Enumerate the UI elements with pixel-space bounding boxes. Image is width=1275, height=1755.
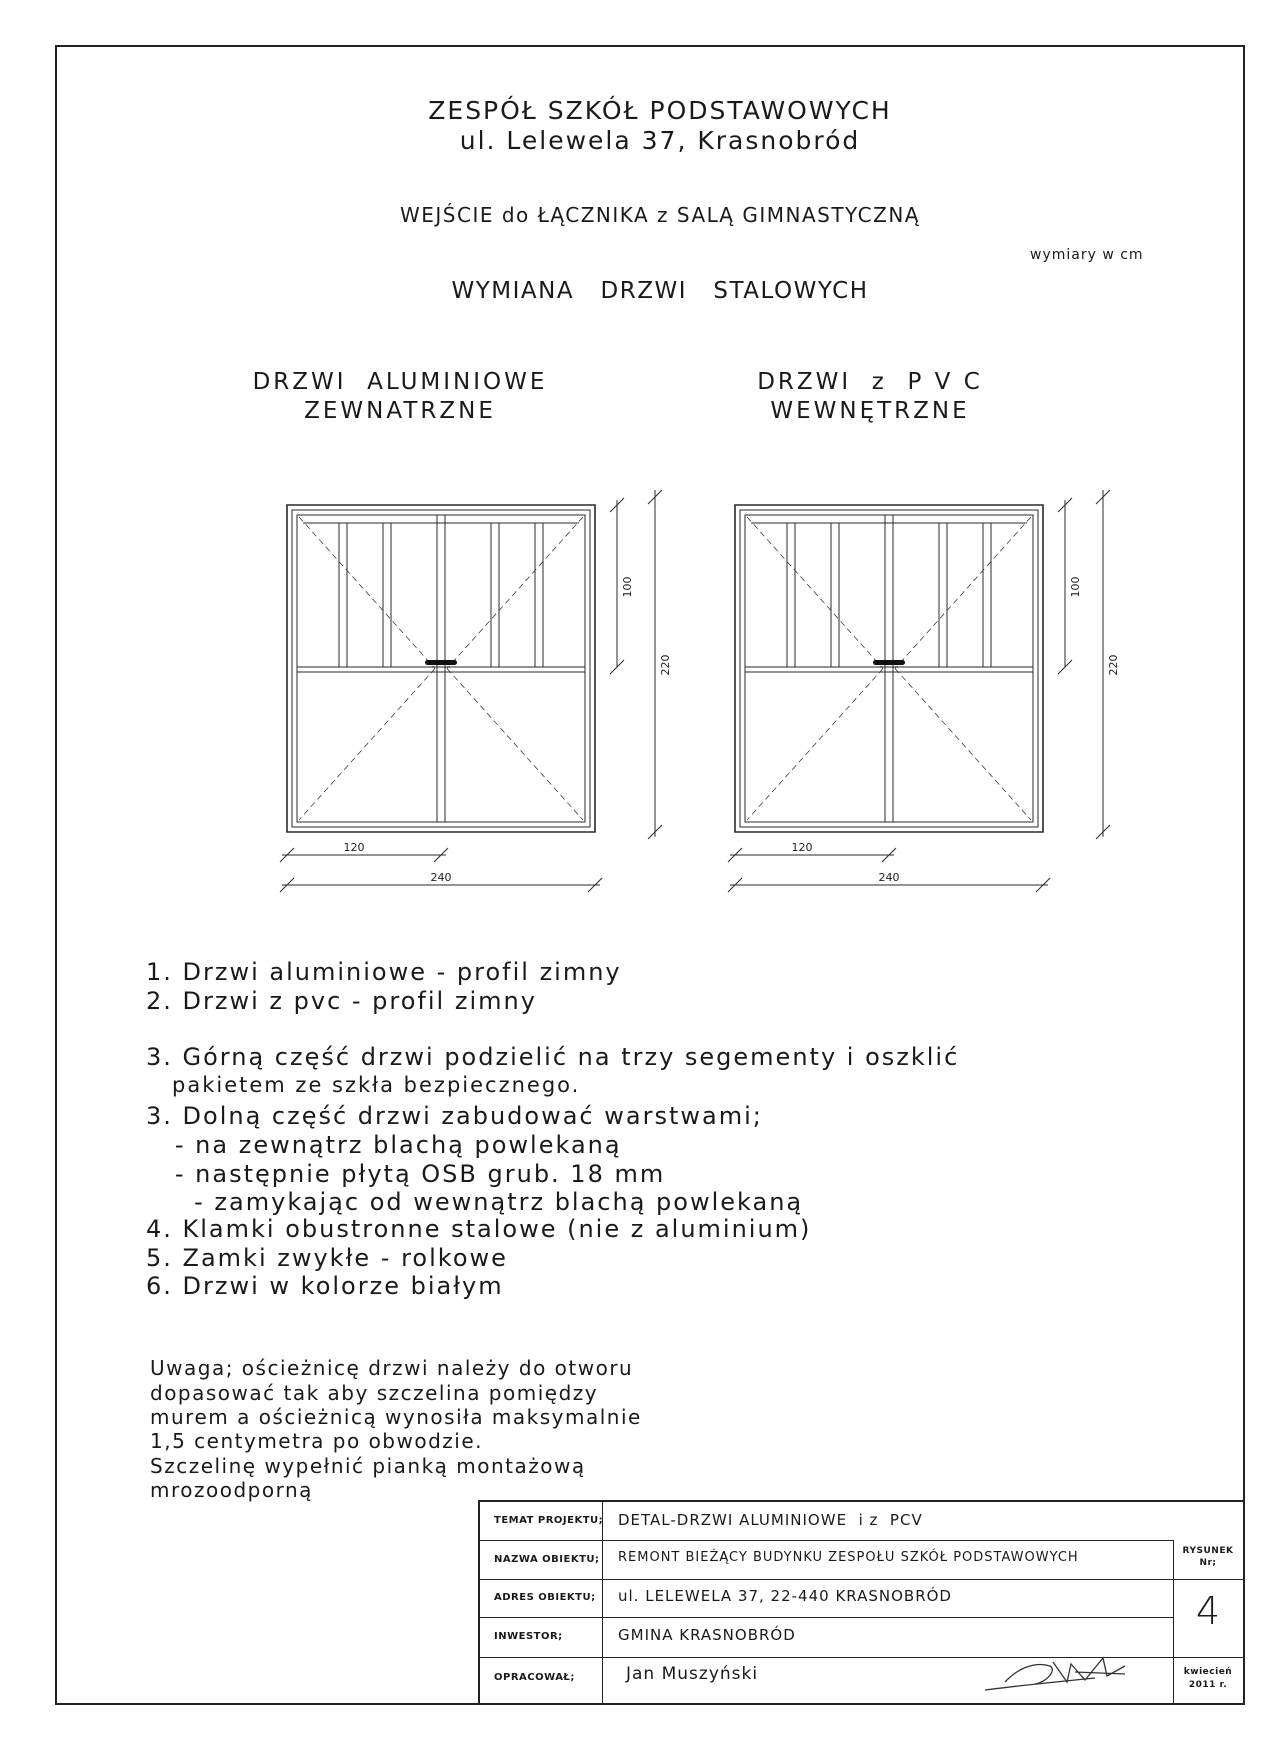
- door-sublabel-aluminium: ZEWNATRZNE: [304, 398, 496, 424]
- opening-diagonal: [747, 669, 883, 821]
- door-handle: [873, 660, 905, 665]
- dimension-total-height: 220: [1107, 654, 1120, 676]
- date-month: kwiecień: [1183, 1667, 1233, 1677]
- remark-line: Szczelinę wypełnić pianką montażową: [150, 1454, 586, 1478]
- value-project-topic: DETAL-DRZWI ALUMINIOWE i z PCV: [618, 1511, 923, 1529]
- sheet-label-nr: Nr;: [1199, 1558, 1217, 1568]
- dimension-upper-height: 100: [621, 576, 634, 598]
- opening-diagonal: [895, 517, 1031, 669]
- label-prepared-by: OPRACOWAŁ;: [494, 1672, 575, 1683]
- location-subtitle: WEJŚCIE do ŁĄCZNIKA z SALĄ GIMNASTYCZNĄ: [400, 203, 920, 227]
- remark-line: 1,5 centymetra po obwodzie.: [150, 1429, 484, 1453]
- dimension-total-height: 220: [659, 654, 672, 676]
- sheet-label: RYSUNEK: [1182, 1546, 1234, 1556]
- remark-line: dopasować tak aby szczelina pomiędzy: [150, 1381, 599, 1405]
- school-address: ul. Lelewela 37, Krasnobród: [459, 126, 861, 155]
- drawing-title: WYMIANA DRZWI STALOWYCH: [451, 278, 869, 304]
- value-investor: GMINA KRASNOBRÓD: [618, 1626, 796, 1644]
- sash-frame: [297, 515, 585, 822]
- dimension-total-width: 240: [878, 871, 900, 884]
- remark-line: mrozoodporną: [150, 1478, 313, 1502]
- door-label-aluminium: DRZWI ALUMINIOWE: [252, 369, 548, 395]
- spec-item: 2. Drzwi z pvc - profil zimny: [146, 987, 537, 1015]
- spec-item: pakietem ze szkła bezpiecznego.: [146, 1073, 581, 1097]
- spec-item: - zamykając od wewnątrz blachą powlekaną: [146, 1188, 804, 1216]
- dimension-total-width: 240: [430, 871, 452, 884]
- opening-diagonal: [299, 517, 435, 669]
- date-year: 2011 r.: [1188, 1680, 1228, 1690]
- label-object-address: ADRES OBIEKTU;: [494, 1592, 596, 1603]
- value-object-address: ul. LELEWELA 37, 22-440 KRASNOBRÓD: [618, 1587, 952, 1605]
- opening-diagonal: [895, 669, 1031, 821]
- spec-item: - na zewnątrz blachą powlekaną: [146, 1131, 622, 1159]
- remark-line: murem a ościeżnicą wynosiła maksymalnie: [150, 1405, 642, 1429]
- label-investor: INWESTOR;: [494, 1631, 563, 1642]
- spec-item: 1. Drzwi aluminiowe - profil zimny: [146, 958, 622, 986]
- spec-item: 4. Klamki obustronne stalowe (nie z aluminium): [146, 1215, 812, 1243]
- sash-frame: [745, 515, 1033, 822]
- signature: [975, 1652, 1155, 1697]
- spec-item: 3. Dolną część drzwi zabudować warstwami;: [146, 1102, 763, 1130]
- door-label-pvc: DRZWI z P V C: [757, 369, 983, 395]
- value-object-name: REMONT BIEŻĄCY BUDYNKU ZESPOŁU SZKÓŁ PODSTAWOWYCH: [618, 1550, 1079, 1565]
- spec-item: 6. Drzwi w kolorze białym: [146, 1272, 504, 1300]
- inner-frame: [740, 510, 1038, 827]
- school-name: ZESPÓŁ SZKÓŁ PODSTAWOWYCH: [428, 96, 892, 125]
- opening-diagonal: [447, 517, 583, 669]
- dimension-leaf-width: 120: [791, 841, 813, 854]
- door-handle: [425, 660, 457, 665]
- outer-frame: [735, 505, 1043, 832]
- spec-item: - następnie płytą OSB grub. 18 mm: [146, 1160, 666, 1188]
- units-note: wymiary w cm: [1030, 247, 1144, 263]
- opening-diagonal: [299, 669, 435, 821]
- spec-item: 5. Zamki zwykłe - rolkowe: [146, 1244, 508, 1272]
- dimension-leaf-width: 120: [343, 841, 365, 854]
- sheet-number: 4: [1195, 1589, 1221, 1633]
- title-block: [478, 1500, 1243, 1703]
- aluminium-door-elevation: [280, 490, 672, 892]
- pvc-door-elevation: [728, 490, 1120, 892]
- inner-frame: [292, 510, 590, 827]
- opening-diagonal: [447, 669, 583, 821]
- spec-item: 3. Górną część drzwi podzielić na trzy segementy i oszklić: [146, 1043, 960, 1071]
- door-sublabel-pvc: WEWNĘTRZNE: [770, 398, 970, 424]
- value-prepared-by: Jan Muszyński: [626, 1664, 759, 1684]
- remark-line: Uwaga; ościeżnicę drzwi należy do otworu: [150, 1356, 634, 1380]
- dimension-upper-height: 100: [1069, 576, 1082, 598]
- opening-diagonal: [747, 517, 883, 669]
- outer-frame: [287, 505, 595, 832]
- label-project-topic: TEMAT PROJEKTU;: [494, 1515, 604, 1526]
- label-object-name: NAZWA OBIEKTU;: [494, 1554, 600, 1565]
